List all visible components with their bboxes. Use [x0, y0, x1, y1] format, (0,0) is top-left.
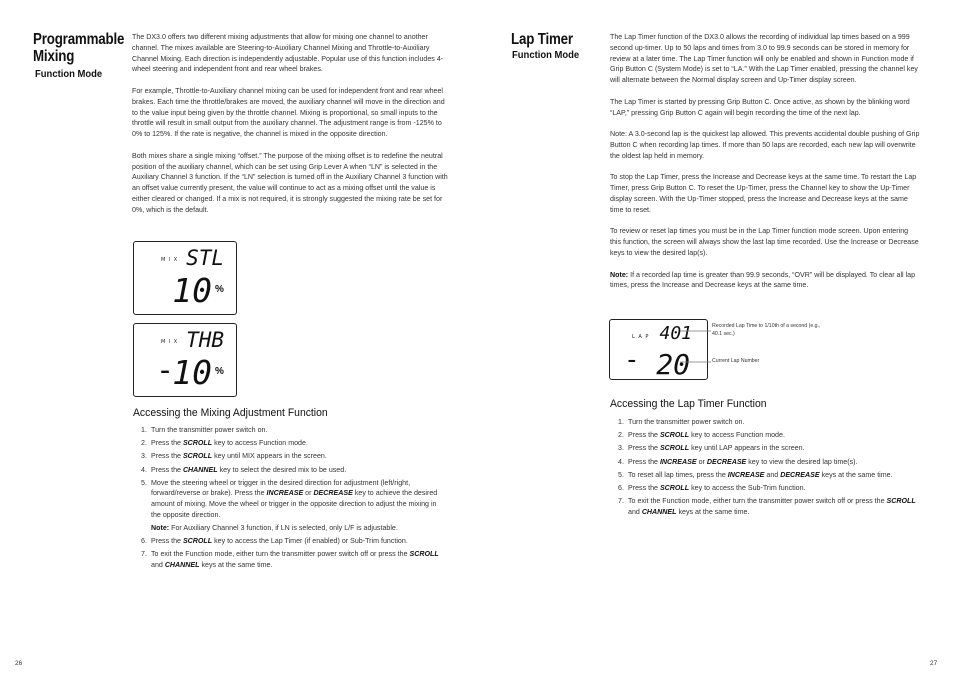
list-item: 7. To exit the Function mode, either turn the transmitter power switch off or press the SCROLL and CHANNEL keys at the same time. [618, 497, 916, 516]
left-page-title: Programmable Mixing [33, 31, 125, 65]
list-item: 6. Press the SCROLL key to access the Lap Timer (if enabled) or Sub-Trim function. [141, 536, 408, 545]
lcd-lap-number: 20 [656, 348, 690, 379]
left-paragraph-3: Both mixes share a single mixing “offset.” The purpose of the mixing offset is to redefine the neutral position of the auxiliary channel, which can be set using Grip Lever A when “LN” is selected in the Auxiliary Channel 3 function. If the “LN” selection is turned off in the Auxiliary Channel 3 function with an offset value currently present, the value will continue to act as a mixing offset until the value is either cleared or changed. If a mix is not required, it is strongly suggested the mixing rate be set for 0%, which is the default. [132, 151, 448, 214]
key-name: SCROLL [182, 536, 213, 545]
right-page-subtitle: Function Mode [512, 49, 580, 61]
key-name: SCROLL [182, 452, 213, 461]
page-number-right: 27 [930, 660, 938, 667]
lcd-main-value: 10 [172, 353, 212, 392]
list-item: 5. Move the steering wheel or trigger in the desired direction for adjustment (left/right, forward/reverse or brake). Press the INCREASE or DECREASE key to achieve the desired amount of mixing. Move the wheel or trigger in the opposite direction to adjust the mixing in the opposite direction. [141, 478, 438, 519]
left-paragraph-1: The DX3.0 offers two different mixing adjustments that allow for mixing one channel to another channel. The mixes available are Steering-to-Auxiliary Channel Mixing and Throttle-to-Auxiliary Channel Mixing. Each direction is independently adjustable. Popular use of this function includes 4-wheel steering and independent front and rear wheel brakes. [132, 33, 444, 74]
lap-timer-steps-list [618, 417, 918, 520]
mix-steering-lcd [133, 241, 237, 315]
list-item: 4. Press the CHANNEL key to select the desired mix to be used. [141, 465, 347, 474]
right-note: Note: If a recorded lap time is greater than 99.9 seconds, “OVR” will be displayed. To clear all lap times, press the Increase and Decrease keys at the same time. [610, 270, 916, 290]
mix-throttle-lcd [133, 323, 237, 397]
key-name: SCROLL [409, 550, 439, 559]
key-name: DECREASE [313, 489, 353, 498]
lcd-mode-tag: LAP [632, 334, 652, 340]
lcd-mode-tag: MIX [161, 257, 181, 263]
mixing-steps-list [141, 425, 441, 573]
page-number-left: 26 [15, 660, 23, 667]
right-paragraph-4: To stop the Lap Timer, press the Increase and Decrease keys at the same time. To restart the Lap Timer, press Grip Button C. To reset the Up-Timer, press the Channel key to show the Up-Timer display screen. With the Up-Timer stopped, press the Increase and Decrease keys at the same time to reset. [610, 173, 917, 214]
right-paragraph-2: The Lap Timer is started by pressing Grip Button C. Once active, as shown by the blinking word “LAP,” pressing Grip Button C again will begin recording the time of the next lap. [610, 97, 910, 117]
lcd-minus-sign: - [624, 345, 640, 375]
list-item: 3. Press the SCROLL key until LAP appears in the screen. [618, 444, 805, 453]
list-item: 7. To exit the Function mode, either turn the transmitter power switch off or press the SCROLL and CHANNEL keys at the same time. [141, 550, 439, 569]
key-name: SCROLL [886, 497, 916, 506]
lcd-main-value: 10 [172, 271, 212, 310]
lcd-lap-time-readout: 401 [659, 323, 692, 344]
lcd-top-readout: STL [186, 246, 224, 270]
key-name: INCREASE [266, 489, 304, 498]
list-item: 1. Turn the transmitter power switch on. [618, 418, 745, 426]
right-intro-text [610, 32, 920, 291]
left-intro-text [132, 32, 448, 216]
right-page-title: Lap Timer [511, 31, 573, 48]
key-name: CHANNEL [641, 507, 677, 516]
lcd-percent-unit: % [215, 284, 224, 295]
key-name: INCREASE [727, 470, 765, 479]
key-name: INCREASE [659, 457, 697, 466]
lcd-mode-tag: MIX [161, 339, 181, 345]
right-paragraph-5: To review or reset lap times you must be in the Lap Timer function mode screen. Upon entering this function, the screen will always show the last lap time recorded. Use the Increase or Decrease keys to view the desired lap(s). [610, 227, 919, 257]
key-name: SCROLL [182, 439, 213, 448]
key-name: SCROLL [659, 431, 690, 440]
list-item: 3. Press the SCROLL key until MIX appears in the screen. [141, 452, 327, 461]
lcd-percent-unit: % [215, 366, 224, 377]
left-page-subtitle: Function Mode [35, 68, 103, 80]
right-paragraph-1: The Lap Timer function of the DX3.0 allows the recording of individual lap times based on a 999 second up-timer. Up to 50 laps and times from 3.0 to 99.9 seconds can be stored in memory for review at a later time. The Lap Timer function will only be enabled and shown in Function mode if Grip Button C (System Mode) is set to “LA.” With the Lap Timer enabled, pressing the channel key will alternate between the Normal display screen and Up-Timer display screen. [610, 33, 918, 85]
lcd-segment-display [134, 242, 236, 314]
list-item: 2. Press the SCROLL key to access Function mode. [141, 439, 308, 448]
key-name: CHANNEL [182, 465, 218, 474]
key-name: DECREASE [706, 457, 747, 466]
note-item: Note: For Auxiliary Channel 3 function, if LN is selected, only L/F is adjustable. [151, 523, 398, 532]
left-section-heading: Accessing the Mixing Adjustment Function [133, 407, 328, 419]
right-section-heading: Accessing the Lap Timer Function [610, 398, 767, 410]
list-item: 4. Press the INCREASE or DECREASE key to view the desired lap time(s). [618, 457, 858, 466]
list-item: 1. Turn the transmitter power switch on. [141, 426, 268, 434]
list-item: 6. Press the SCROLL key to access the Sub-Trim function. [618, 483, 806, 492]
list-item: 2. Press the SCROLL key to access Function mode. [618, 431, 785, 440]
key-name: SCROLL [659, 483, 690, 492]
left-paragraph-2: For example, Throttle-to-Auxiliary channel mixing can be used for independent front and rear wheel brakes. Each time the throttle/brakes are moved, the auxiliary channel will move in the direction and to the value input being given by the throttle channel. Mixing is proportional, so small inputs to the throttle will result in small output from the auxiliary channel. The adjustment range is from -125% to 0% to 125%. If the rate is negative, the channel is mixed in the opposite direction. [132, 86, 445, 139]
key-name: SCROLL [659, 444, 690, 453]
lcd-minus-sign: - [156, 353, 175, 388]
right-paragraph-3: Note: A 3.0-second lap is the quickest lap allowed. This prevents accidental double pushing of Grip Button C when recording lap times. If more than 50 laps are recorded, each new lap will overwrite the oldest lap held in memory. [610, 130, 920, 160]
callout-lines [678, 322, 714, 368]
key-name: CHANNEL [164, 560, 200, 569]
lcd-segment-display [134, 324, 236, 396]
callout-lap-number: Current Lap Number [712, 358, 760, 364]
list-item: 5. To reset all lap times, press the INCREASE and DECREASE keys at the same time. [618, 470, 893, 479]
callout-lap-time: Recorded Lap Time to 1/10th of a second (e.g., 40.1 sec.) [712, 323, 821, 337]
lcd-top-readout: THB [186, 328, 224, 352]
key-name: DECREASE [780, 470, 820, 479]
